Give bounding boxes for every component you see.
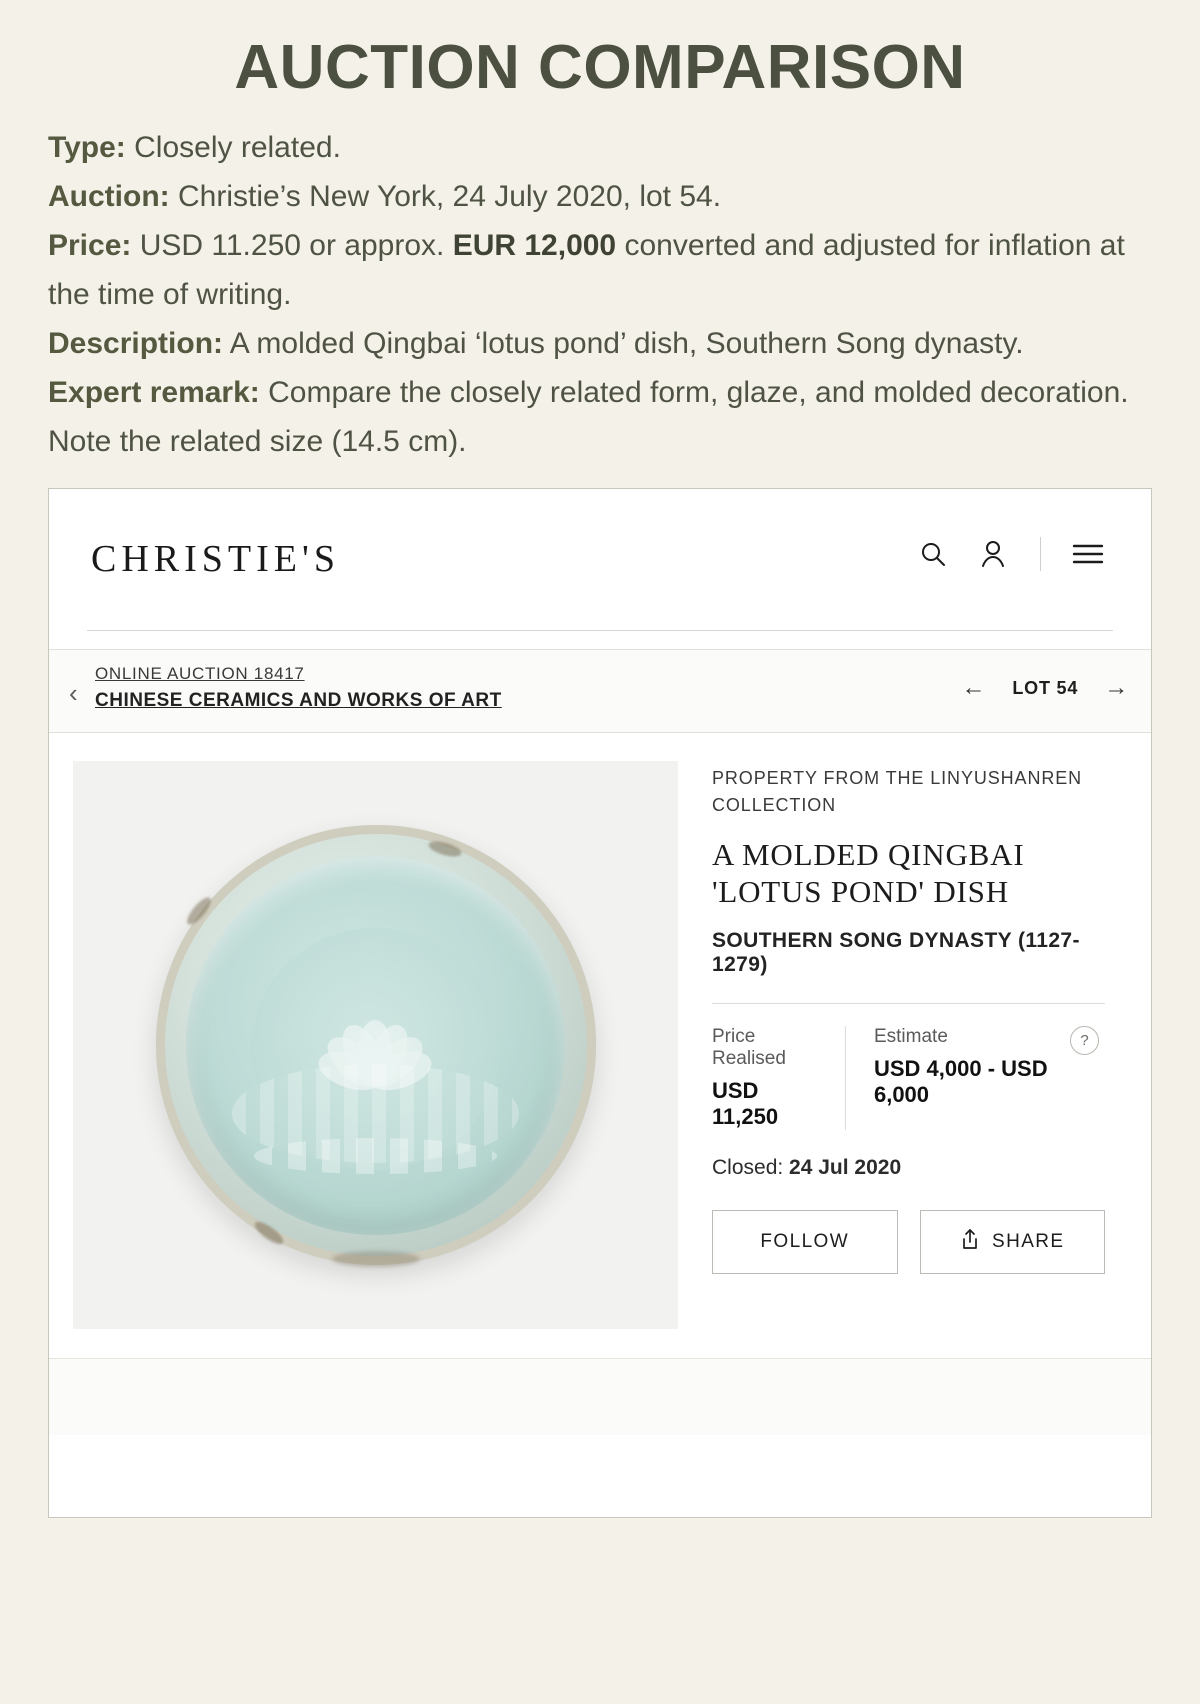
price-row: [712, 1026, 1105, 1130]
price-realised-block: [712, 1026, 845, 1130]
price-value-bold: EUR 12,000: [452, 228, 617, 262]
summary-price-line: [48, 222, 1148, 320]
follow-button[interactable]: [712, 1210, 898, 1274]
help-icon[interactable]: ?: [1070, 1026, 1099, 1055]
price-realised-value: USD 11,250: [712, 1078, 779, 1130]
share-button-label: SHARE: [992, 1231, 1065, 1253]
follow-button-label: FOLLOW: [760, 1231, 850, 1253]
summary-auction-line: [48, 173, 1148, 222]
share-button[interactable]: [920, 1210, 1106, 1274]
expert-remark-value: Compare the closely related form, glaze, and molded decoration. Note the related size (14.5 cm).: [48, 375, 1129, 458]
description-value: A molded Qingbai ‘lotus pond’ dish, Southern Song dynasty.: [229, 326, 1024, 360]
expert-remark-label: Expert remark:: [48, 375, 260, 409]
closed-date-value: 24 Jul 2020: [789, 1156, 902, 1180]
auction-label: Auction:: [48, 180, 170, 214]
price-value-post: converted and adjusted for inflation at the time of writing.: [48, 228, 1125, 311]
price-label: Price:: [48, 228, 132, 262]
summary-block: [48, 124, 1148, 466]
closed-label: Closed:: [712, 1156, 790, 1180]
share-icon: [960, 1228, 980, 1256]
estimate-block: [845, 1026, 1105, 1130]
price-realised-label: Price Realised: [712, 1026, 786, 1070]
summary-description-line: [48, 320, 1148, 369]
next-lot-icon[interactable]: →: [1104, 674, 1129, 702]
site-header: [49, 489, 1151, 649]
hamburger-menu-icon[interactable]: [1069, 535, 1107, 573]
type-value: Closely related.: [134, 131, 341, 165]
breadcrumb-sale-link[interactable]: CHINESE CERAMICS AND WORKS OF ART: [95, 690, 502, 712]
christies-logo[interactable]: CHRISTIE'S: [91, 538, 340, 581]
header-divider: [1040, 537, 1041, 571]
dish-inner-surface: [186, 856, 564, 1234]
info-divider: [712, 1003, 1105, 1004]
document-page: [0, 34, 1200, 1704]
header-icon-group: [914, 535, 1107, 573]
molded-lotus-motif: [300, 974, 450, 1094]
lot-title: A MOLDED QINGBAI 'LOTUS POND' DISH: [712, 836, 1025, 910]
account-icon[interactable]: [974, 535, 1012, 573]
card-footer: [49, 1358, 1151, 1435]
estimate-value: USD 4,000 - USD 6,000: [873, 1056, 1048, 1108]
closed-date-line: [712, 1156, 1105, 1180]
auction-value: Christie’s New York, 24 July 2020, lot 54.: [177, 180, 722, 214]
lot-info-pane: [678, 761, 1127, 1358]
auction-listing-screenshot: [48, 488, 1152, 1518]
qingbai-lotus-pond-dish-photo: [156, 825, 596, 1265]
breadcrumb-auction-link[interactable]: ONLINE AUCTION 18417: [95, 664, 305, 684]
summary-type-line: [48, 124, 1148, 173]
previous-lot-icon[interactable]: ←: [961, 674, 987, 702]
lot-number-label: LOT 54: [1012, 677, 1079, 698]
header-rule: [87, 630, 1113, 631]
price-value-pre: USD 11.250 or approx.: [139, 228, 453, 262]
lot-subtitle: SOUTHERN SONG DYNASTY (1127-1279): [712, 929, 1080, 977]
estimate-label: Estimate: [873, 1026, 948, 1048]
summary-expert-line: [48, 369, 1148, 467]
search-icon[interactable]: [914, 535, 952, 573]
breadcrumb-back-icon[interactable]: ‹: [69, 678, 78, 709]
dish-shadow: [332, 1251, 420, 1267]
breadcrumb-bar: [49, 649, 1151, 733]
lot-property-line: PROPERTY FROM THE LINYUSHANREN COLLECTION: [712, 768, 1083, 815]
lot-body: [49, 733, 1151, 1358]
lot-navigation: [962, 674, 1129, 702]
lot-action-buttons: [712, 1210, 1105, 1274]
molded-scallop-band: [254, 1138, 496, 1174]
description-label: Description:: [48, 326, 224, 360]
page-title: AUCTION COMPARISON: [234, 33, 966, 102]
breadcrumb: [95, 662, 502, 714]
type-label: Type:: [48, 131, 126, 165]
lot-image-pane[interactable]: [73, 761, 678, 1329]
